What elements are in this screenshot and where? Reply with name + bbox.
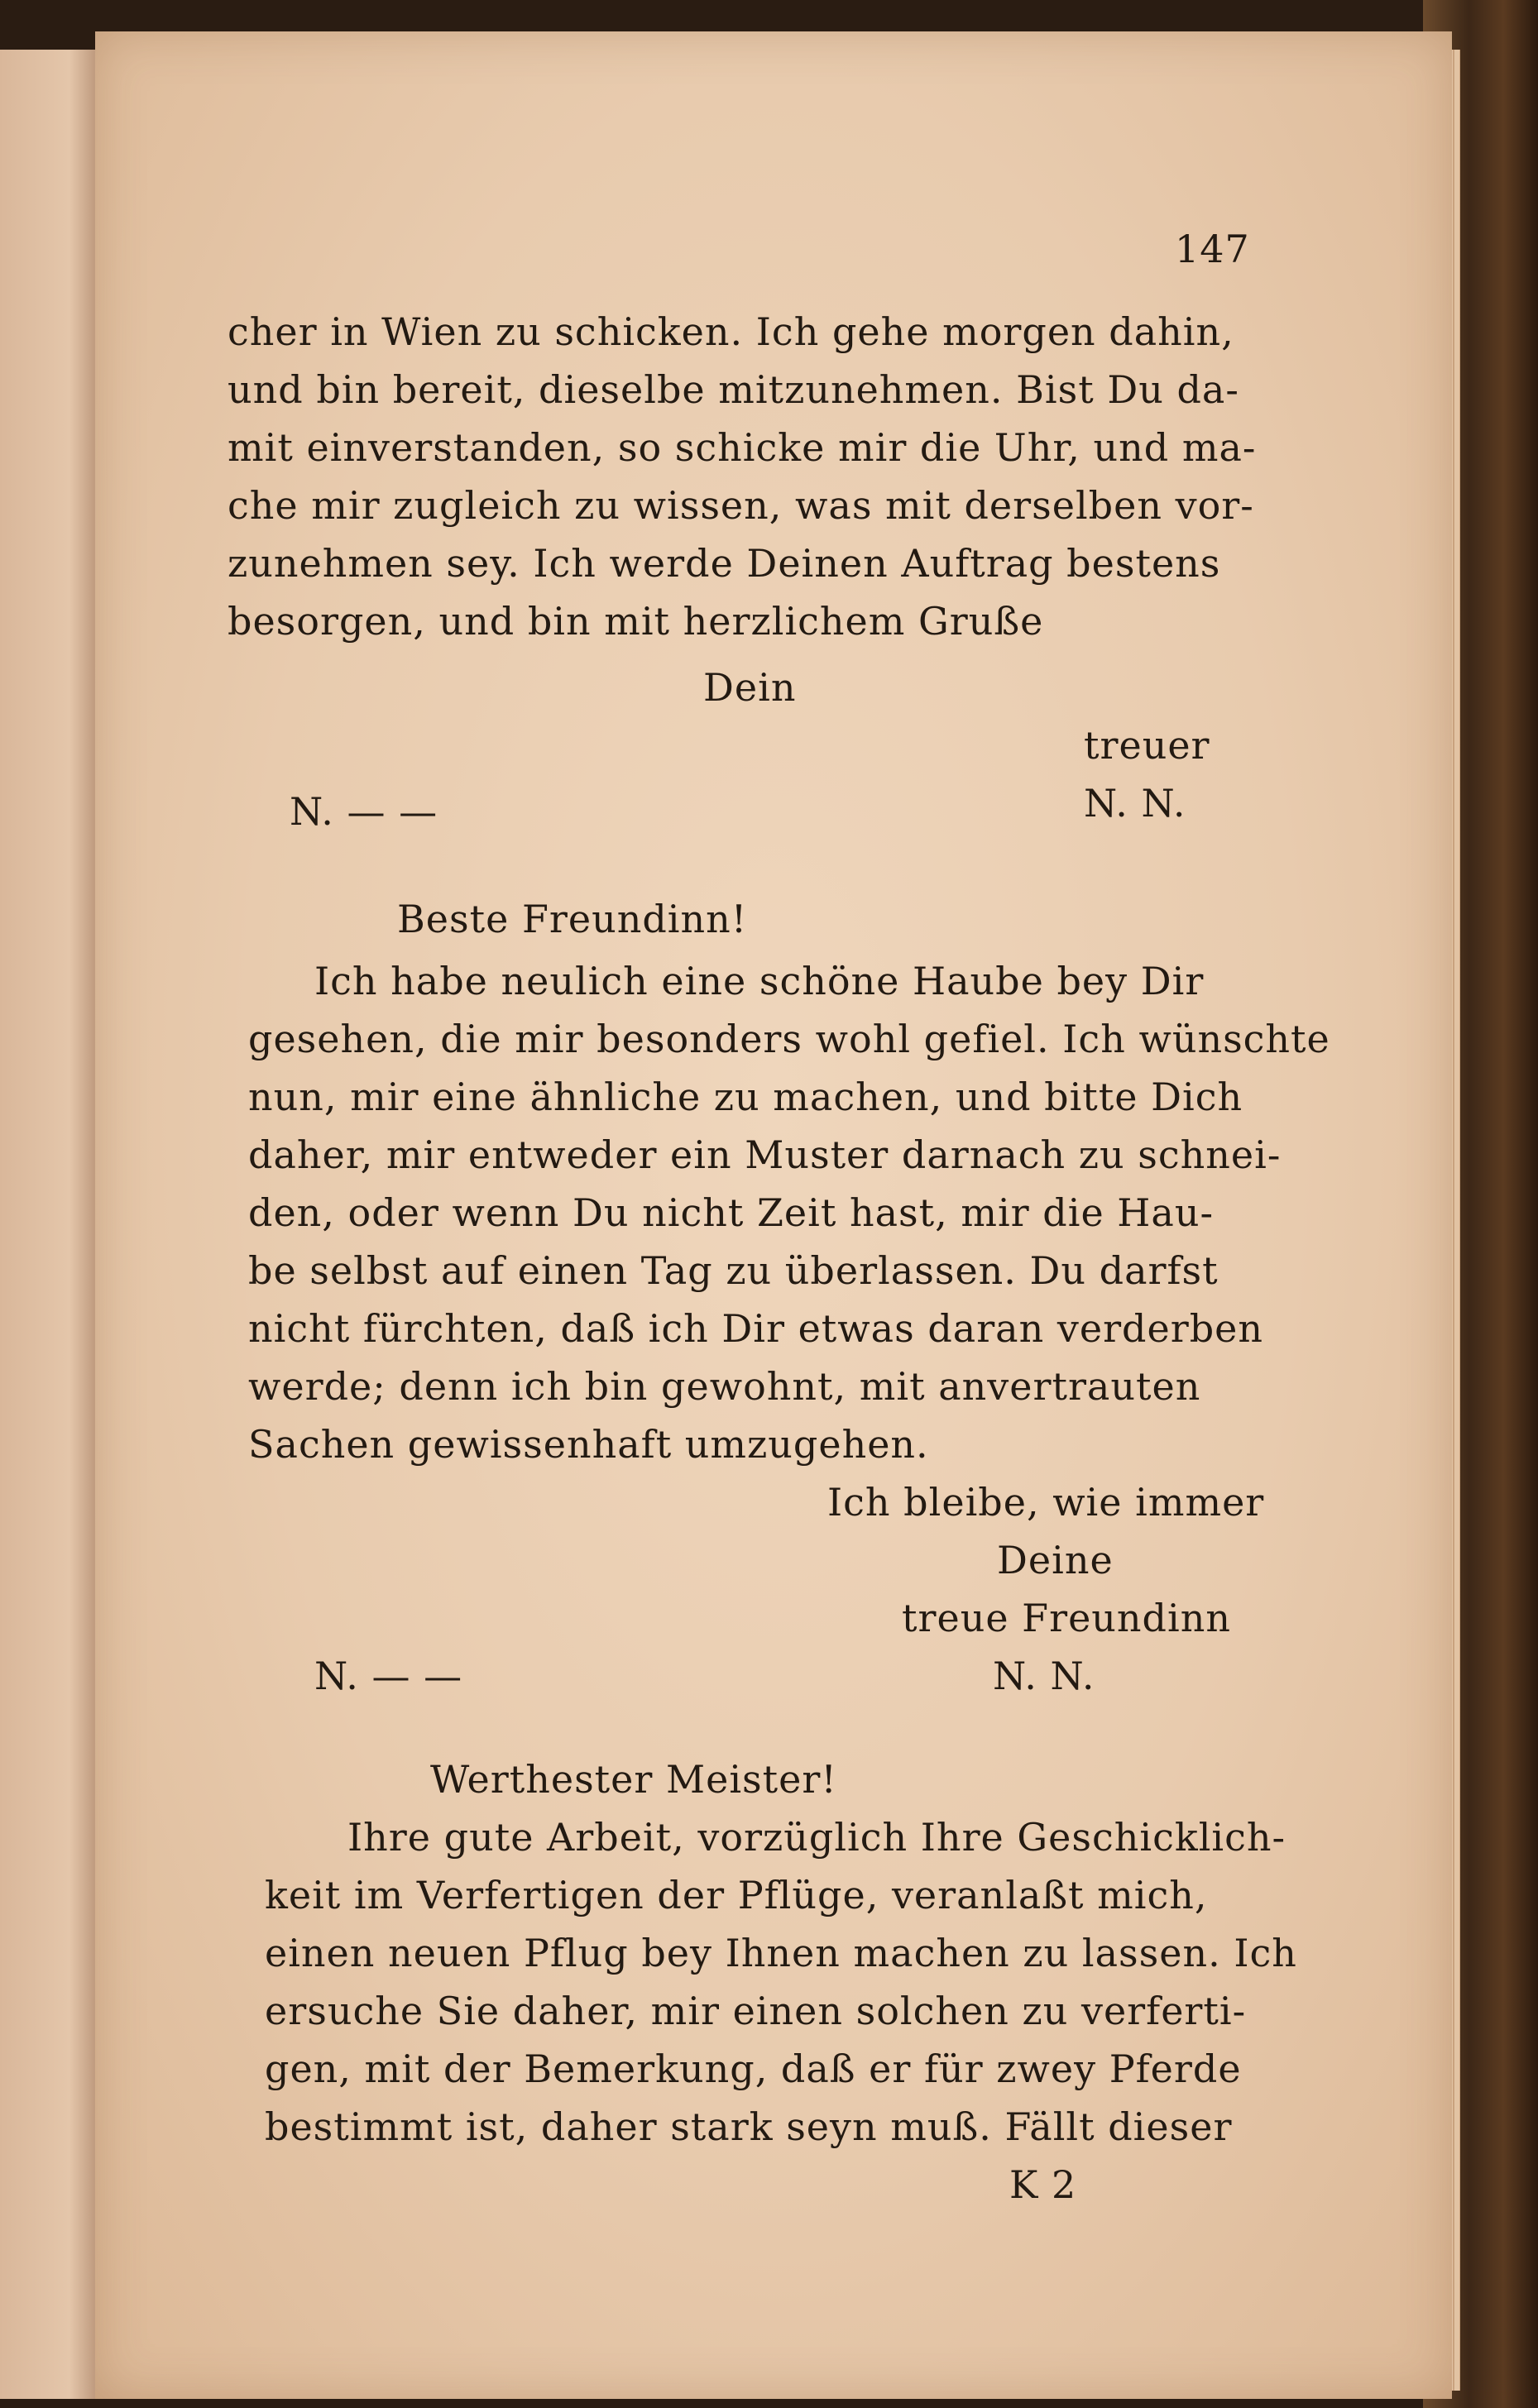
closing-name: N. N. xyxy=(993,1654,1095,1698)
text-line: gen, mit der Bemerkung, daß er für zwey Pferde xyxy=(265,2047,1242,2091)
text-line: werde; denn ich bin gewohnt, mit anvertrauten xyxy=(248,1364,1201,1409)
text-line: bestimmt ist, daher stark seyn muß. Fällt dieser xyxy=(265,2104,1233,2149)
text-line: che mir zugleich zu wissen, was mit derselben vor- xyxy=(228,483,1254,528)
book-page xyxy=(95,31,1452,2399)
text-line: und bin bereit, dieselbe mitzunehmen. Bist Du da- xyxy=(228,367,1239,412)
text-line: gesehen, die mir besonders wohl gefiel. Ich wünschte xyxy=(248,1017,1330,1061)
text-line: be selbst auf einen Tag zu überlassen. Du darfst xyxy=(248,1248,1219,1293)
text-line: mit einverstanden, so schicke mir die Uhr, und ma- xyxy=(228,425,1257,470)
page-text xyxy=(95,31,1452,2399)
salutation: Werthester Meister! xyxy=(430,1757,837,1802)
page-number: 147 xyxy=(1175,227,1250,271)
facing-page-edge xyxy=(0,50,99,2399)
text-line: ersuche Sie daher, mir einen solchen zu verferti- xyxy=(265,1989,1247,2033)
text-line: nun, mir eine ähnliche zu machen, und bitte Dich xyxy=(248,1075,1243,1119)
text-line: besorgen, und bin mit herzlichem Gruße xyxy=(228,599,1044,644)
text-line: zunehmen sey. Ich werde Deinen Auftrag bestens xyxy=(228,541,1221,586)
closing-treuer: treuer xyxy=(1084,723,1210,768)
closing-line: Deine xyxy=(997,1538,1114,1582)
text-line: cher in Wien zu schicken. Ich gehe morgen dahin, xyxy=(228,309,1234,354)
text-line: den, oder wenn Du nicht Zeit hast, mir die Hau- xyxy=(248,1190,1214,1235)
closing-place: N. — — xyxy=(314,1654,463,1698)
text-line: Sachen gewissenhaft umzugehen. xyxy=(248,1422,929,1467)
text-line: Ich habe neulich eine schöne Haube bey Dir xyxy=(314,959,1205,1003)
closing-line: treue Freundinn xyxy=(902,1596,1231,1640)
text-line: daher, mir entweder ein Muster darnach zu schnei- xyxy=(248,1132,1282,1177)
closing-place: N. — — xyxy=(290,789,438,834)
signature-mark: K 2 xyxy=(1009,2162,1077,2207)
salutation: Beste Freundinn! xyxy=(397,897,748,941)
text-line: keit im Verfertigen der Pflüge, veranlaßt mich, xyxy=(265,1873,1208,1917)
text-line: einen neuen Pflug bey Ihnen machen zu lassen. Ich xyxy=(265,1931,1297,1975)
text-line: Ihre gute Arbeit, vorzüglich Ihre Geschicklich- xyxy=(347,1815,1286,1860)
text-line: nicht fürchten, daß ich Dir etwas daran verderben xyxy=(248,1306,1264,1351)
closing-dein: Dein xyxy=(703,665,797,710)
closing-name: N. N. xyxy=(1084,781,1186,826)
closing-line: Ich bleibe, wie immer xyxy=(827,1480,1265,1525)
